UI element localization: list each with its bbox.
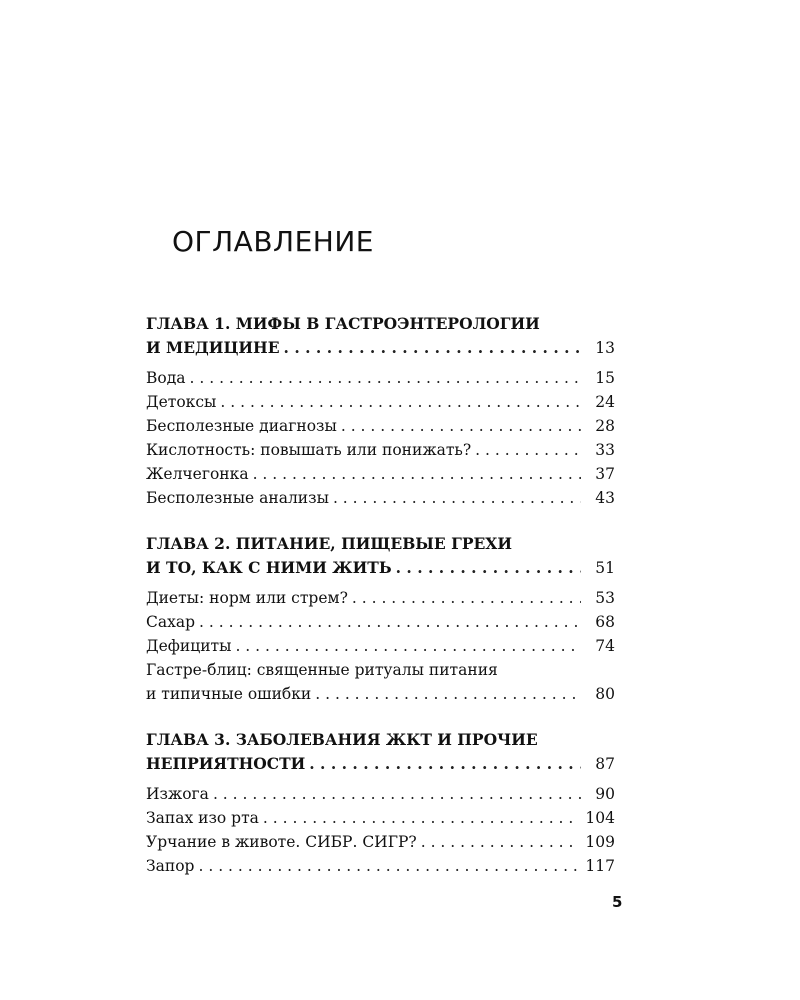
dot-leader (421, 830, 580, 854)
toc-entry[interactable] (146, 586, 615, 610)
chapter-heading-cont: И МЕДИЦИНЕ (146, 338, 280, 357)
chapter-heading: ГЛАВА 1. МИФЫ В ГАСТРОЭНТЕРОЛОГИИ (146, 314, 540, 333)
section-title-line1[interactable]: Гастре-блиц: священные ритуалы питания (146, 661, 498, 679)
dot-leader (475, 438, 581, 462)
toc-chapter-1 (146, 312, 615, 510)
dot-leader (315, 682, 581, 706)
page-ref: 53 (595, 589, 615, 607)
section-title: Запах изо рта (146, 809, 259, 827)
dot-leader (190, 366, 581, 390)
page-ref: 109 (585, 833, 615, 851)
page-ref: 37 (595, 465, 615, 483)
section-title: Вода (146, 369, 186, 387)
toc-chapter-3 (146, 728, 615, 878)
section-title: Диеты: норм или стрем? (146, 589, 348, 607)
section-title: Сахар (146, 613, 196, 631)
page-ref: 43 (595, 489, 615, 507)
dot-leader (253, 462, 581, 486)
page-ref: 80 (595, 685, 615, 703)
section-title: Бесполезные диагнозы (146, 417, 337, 435)
page-title: ОГЛАВЛЕНИЕ (172, 225, 374, 258)
dot-leader (333, 486, 581, 510)
page-number: 5 (612, 893, 623, 911)
page-ref: 90 (595, 785, 615, 803)
dot-leader (213, 782, 581, 806)
toc-entry[interactable] (146, 336, 615, 360)
toc-entry[interactable] (146, 682, 615, 706)
toc-entry[interactable] (146, 830, 615, 854)
page-ref: 33 (595, 441, 615, 459)
toc-entry[interactable] (146, 806, 615, 830)
dot-leader (263, 806, 579, 830)
toc-entry[interactable] (146, 634, 615, 658)
section-title: Кислотность: повышать или понижать? (146, 441, 472, 459)
toc-entry[interactable] (146, 462, 615, 486)
dot-leader (199, 610, 581, 634)
dot-leader (220, 390, 581, 414)
section-title: Дефициты (146, 637, 232, 655)
section-title: и типичные ошибки (146, 685, 312, 703)
dot-leader (284, 336, 581, 360)
page-ref: 74 (595, 637, 615, 655)
toc-entry[interactable] (146, 414, 615, 438)
toc-entry[interactable] (146, 610, 615, 634)
chapter-heading: ГЛАВА 3. ЗАБОЛЕВАНИЯ ЖКТ И ПРОЧИЕ (146, 730, 538, 749)
section-title: Урчание в животе. СИБР. СИГР? (146, 833, 417, 851)
dot-leader (352, 586, 581, 610)
dot-leader (309, 752, 581, 776)
page-ref: 13 (595, 339, 615, 357)
toc-entry[interactable] (146, 366, 615, 390)
toc-chapter-2 (146, 532, 615, 706)
chapter-heading-cont: НЕПРИЯТНОСТИ (146, 754, 306, 773)
page-ref: 104 (585, 809, 615, 827)
page-ref: 117 (585, 857, 615, 875)
toc-entry[interactable] (146, 854, 615, 878)
page-ref: 87 (595, 755, 615, 773)
page-ref: 15 (595, 369, 615, 387)
chapter-heading: ГЛАВА 2. ПИТАНИЕ, ПИЩЕВЫЕ ГРЕХИ (146, 534, 512, 553)
chapter-heading-cont: И ТО, КАК С НИМИ ЖИТЬ (146, 558, 392, 577)
toc-entry[interactable] (146, 390, 615, 414)
page-ref: 24 (595, 393, 615, 411)
section-title: Желчегонка (146, 465, 249, 483)
dot-leader (198, 854, 579, 878)
page-ref: 28 (595, 417, 615, 435)
dot-leader (396, 556, 581, 580)
section-title: Детоксы (146, 393, 217, 411)
section-title: Бесполезные анализы (146, 489, 329, 507)
toc-entry[interactable] (146, 438, 615, 462)
toc-entry[interactable] (146, 782, 615, 806)
dot-leader (235, 634, 581, 658)
toc-entry[interactable] (146, 752, 615, 776)
section-title: Изжога (146, 785, 209, 803)
toc-entry[interactable] (146, 556, 615, 580)
section-title: Запор (146, 857, 195, 875)
page-ref: 68 (595, 613, 615, 631)
toc-entry[interactable] (146, 486, 615, 510)
dot-leader (341, 414, 581, 438)
page-ref: 51 (595, 559, 615, 577)
